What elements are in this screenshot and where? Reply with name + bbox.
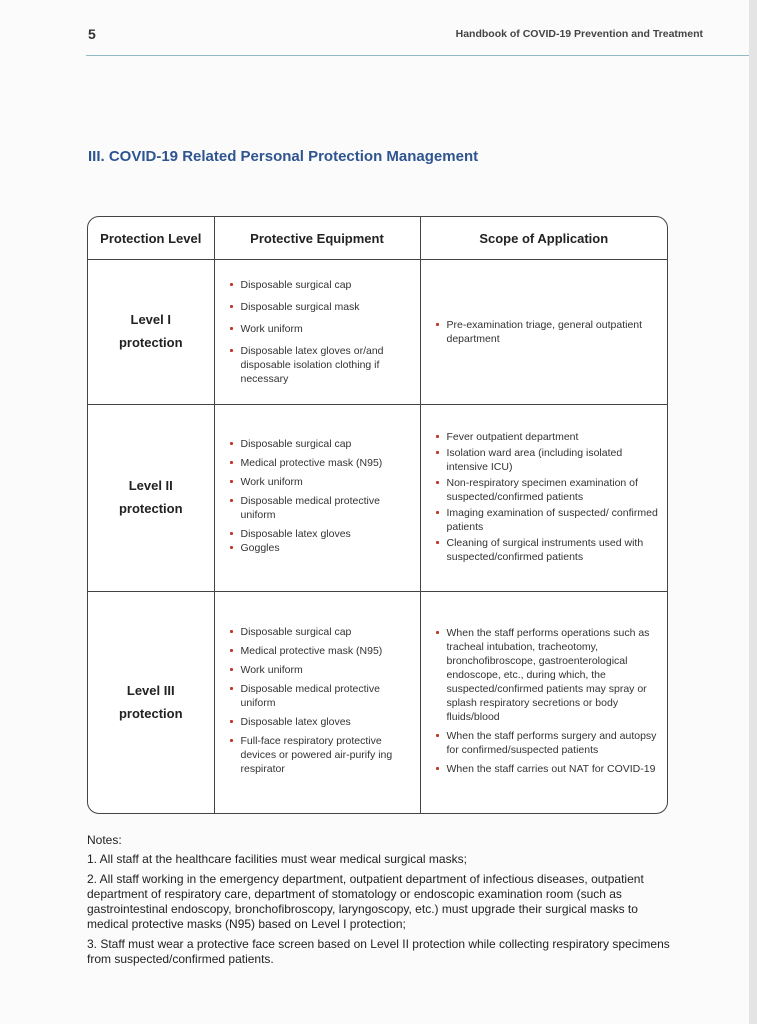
level-name: Level III xyxy=(126,683,175,699)
equipment-item: Work uniform xyxy=(227,322,412,336)
scope-item: When the staff performs operations such as tracheal intubation, tracheotomy, bronchofibroscope, gastroenterological endoscope, etc., during which, the suspected/confirmed patients may spray or splash respiratory secretions or body fluids/blood xyxy=(433,626,660,724)
column-header-scope-of-application: Scope of Application xyxy=(420,217,667,260)
protection-table xyxy=(87,216,668,814)
scope-item: Pre-examination triage, general outpatient department xyxy=(433,318,660,346)
equipment-item: Disposable medical protective uniform xyxy=(227,494,412,522)
level-name: Level I xyxy=(130,312,171,328)
equipment-item: Disposable surgical cap xyxy=(227,437,412,451)
scope-item: Imaging examination of suspected/ confirmed patients xyxy=(433,506,660,534)
scope-item: Isolation ward area (including isolated intensive ICU) xyxy=(433,446,660,474)
equipment-item: Disposable latex gloves xyxy=(227,527,412,541)
equipment-item: Disposable surgical mask xyxy=(227,300,412,314)
equipment-item: Medical protective mask (N95) xyxy=(227,644,412,658)
table-row-level-1 xyxy=(88,260,667,405)
note-item: 3. Staff must wear a protective face screen based on Level II protection while collecting respiratory specimens from suspected/confirmed patients. xyxy=(87,937,670,966)
running-title: Handbook of COVID-19 Prevention and Treatment xyxy=(455,28,703,40)
equipment-item: Disposable surgical cap xyxy=(227,278,412,292)
equipment-item: Work uniform xyxy=(227,475,412,489)
equipment-item: Disposable surgical cap xyxy=(227,625,412,639)
level-name: Level II xyxy=(128,478,173,494)
scope-item: When the staff carries out NAT for COVID-19 xyxy=(433,762,660,776)
notes-heading: Notes: xyxy=(87,833,122,847)
equipment-cell xyxy=(214,405,420,592)
equipment-cell xyxy=(214,260,420,405)
header-rule xyxy=(86,55,749,56)
scope-item: When the staff performs surgery and autopsy for confirmed/suspected patients xyxy=(433,729,660,757)
equipment-item: Goggles xyxy=(227,541,412,555)
equipment-item: Disposable medical protective uniform xyxy=(227,682,412,710)
section-title: III. COVID-19 Related Personal Protection Management xyxy=(88,148,479,165)
equipment-cell xyxy=(214,592,420,815)
level-cell xyxy=(88,405,214,592)
scope-cell xyxy=(420,260,667,405)
column-header-protection-level: Protection Level xyxy=(88,217,214,260)
level-cell xyxy=(88,260,214,405)
notes-section xyxy=(87,833,679,972)
equipment-item: Medical protective mask (N95) xyxy=(227,456,412,470)
table-row-level-2 xyxy=(88,405,667,592)
equipment-item: Work uniform xyxy=(227,663,412,677)
scope-item: Fever outpatient department xyxy=(433,430,660,444)
scope-item: Cleaning of surgical instruments used with suspected/confirmed patients xyxy=(433,536,660,564)
scope-cell xyxy=(420,592,667,815)
level-suffix: protection xyxy=(118,706,183,721)
note-item: 1. All staff at the healthcare facilities must wear medical surgical masks; xyxy=(87,852,467,866)
equipment-item: Disposable latex gloves xyxy=(227,715,412,729)
equipment-item: Disposable latex gloves or/and disposable isolation clothing if necessary xyxy=(227,344,412,386)
level-suffix: protection xyxy=(118,335,183,350)
table-row-level-3 xyxy=(88,592,667,815)
scope-item: Non-respiratory specimen examination of suspected/confirmed patients xyxy=(433,476,660,504)
note-item: 2. All staff working in the emergency department, outpatient department of infectious diseases, outpatient department of respiratory care, department of stomatology or endoscopic examination room (such as gastrointestinal endoscopy, bronchofibroscopy, laryngoscopy, etc.) must upgrade their surgical masks to medical protective masks (N95) based on Level I protection; xyxy=(87,872,644,931)
equipment-item: Full-face respiratory protective devices or powered air-purify ing respirator xyxy=(227,734,412,776)
scope-cell xyxy=(420,405,667,592)
level-suffix: protection xyxy=(118,501,183,516)
level-cell xyxy=(88,592,214,815)
page-number: 5 xyxy=(88,26,96,42)
column-header-protective-equipment: Protective Equipment xyxy=(214,217,420,260)
page-edge xyxy=(749,0,757,1024)
